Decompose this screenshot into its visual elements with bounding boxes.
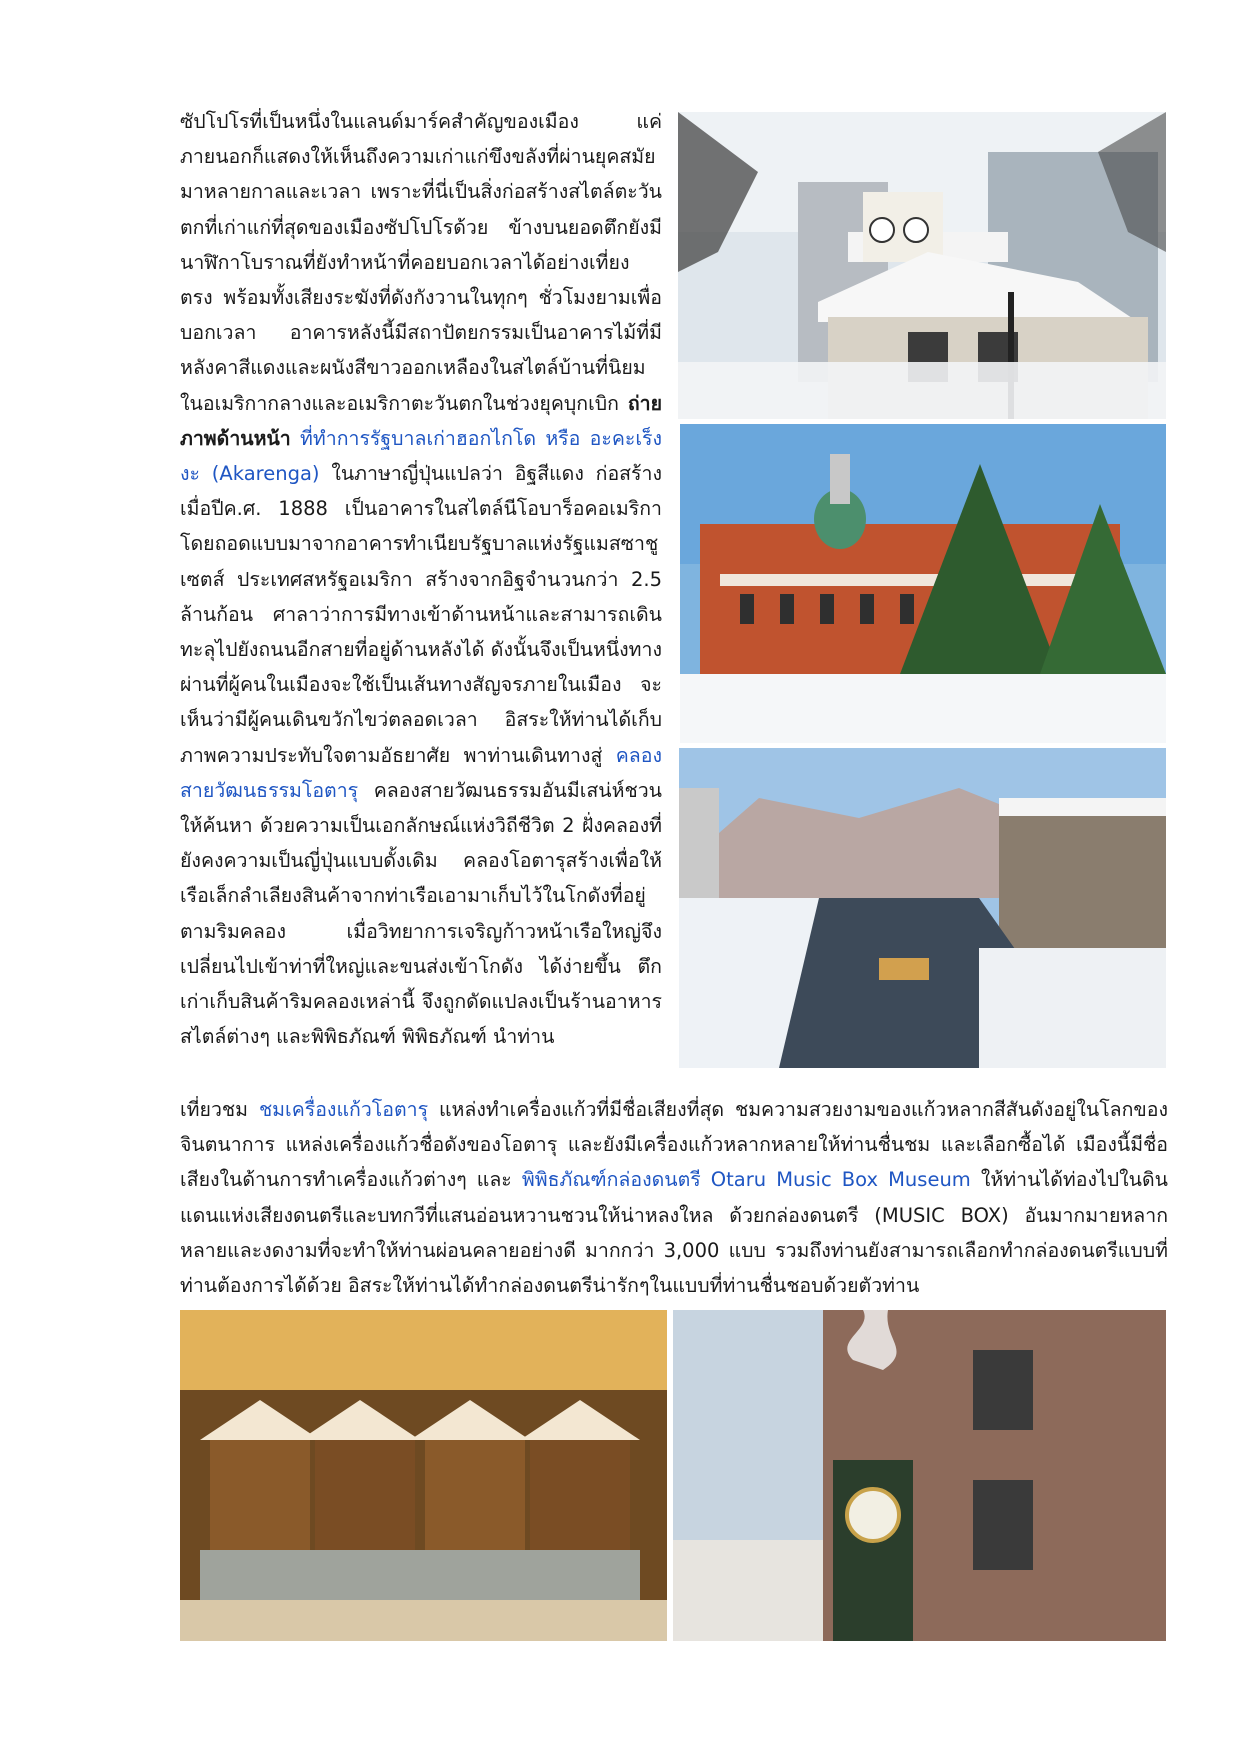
link-music-box-museum[interactable]: พิพิธภัณฑ์กล่องดนตรี Otaru Music Box Museum <box>521 1168 971 1192</box>
link-otaru-glass[interactable]: ชมเครื่องแก้วโอตารุ <box>258 1098 429 1121</box>
text-intro: ซัปโปโรที่เป็นหนึ่งในแลนด์มาร์คสำคัญของเมือง แค่ภายนอกก็แสดงให้เห็นถึงความเก่าแก่ขึงขลังที่ผ่านยุคสมัยมาหลายกาลและเวลา เพราะที่นี่เป็นสิ่งก่อสร้างสไตล์ตะวันตกที่เก่าแก่ที่สุดของเมืองซัปโปโรด้วย ข้างบนยอดตึกยังมีนาฬิกาโบราณที่ยังทำหน้าที่คอยบอกเวลาได้อย่างเที่ยงตรง พร้อมทั้งเสียงระฆังที่ดังกังวานในทุกๆ ชั่วโมงยามเพื่อบอกเวลา อาคารหลังนี้มีสถาปัตยกรรมเป็นอาคารไม้ที่มีหลังคาสีแดงและผนังสีขาวออกเหลืองในสไตล์บ้านที่นิยมในอเมริกากลางและอเมริกาตะวันตกในช่วงยุคบุกเบิก <box>180 110 662 415</box>
steam-clock-photo <box>673 1310 1166 1641</box>
link-otaru-canal[interactable]: คลองสายวัฒนธรรมโอตารุ <box>180 743 662 802</box>
link-akarenga[interactable]: ที่ทำการรัฐบาลเก่าฮอกไกโด หรือ อะคะเร็งงะ (Akarenga) <box>180 426 663 486</box>
text-otaru-canal: คลองสายวัฒนธรรมอันมีเสน่ห์ชวนให้ค้นหา ด้วยความเป็นเอกลักษณ์แห่งวิถีชีวิต 2 ฝั่งคลองที่ยังคงความเป็นญี่ปุ่นแบบดั้งเดิม คลองโอตารุสร้างเพื่อให้เรือเล็กลำเลียงสินค้าจากท่าเรือเอามาเก็บไว้ในโกดังที่อยู่ตามริมคลอง เมื่อวิทยาการเจริญก้าวหน้าเรือใหญ่จึงเปลี่ยนไปเข้าท่าที่ใหญ่และขนส่งเข้าโกดัง ได้ง่ายขึ้น ตึกเก่าเก็บสินค้าริมคลองเหล่านี้ จึงถูกดัดแปลงเป็นร้านอาหารสไตล์ต่างๆ และพิพิธภัณฑ์ พิพิธภัณฑ์ นำท่าน <box>180 778 662 1049</box>
full-paragraph <box>180 1092 1168 1303</box>
text-akarenga: ในภาษาญี่ปุ่นแปลว่า อิฐสีแดง ก่อสร้างเมื่อปีค.ศ. 1888 เป็นอาคารในสไตล์นีโอบาร็อคอเมริกาโดยถอดแบบมาจากอาคารทำเนียบรัฐบาลแห่งรัฐแมสซาชูเซตส์ ประเทศสหรัฐอเมริกา สร้างจากอิฐจำนวนกว่า 2.5 ล้านก้อน ศาลาว่าการมีทางเข้าด้านหน้าและสามารถเดินทะลุไปยังถนนอีกสายที่อยู่ด้านหลังได้ ดังนั้นจึงเป็นหนึ่งทางผ่านที่ผู้คนในเมืองจะใช้เป็นเส้นทางสัญจรภายในเมือง จะเห็นว่ามีผู้คนเดินขวักไขว่ตลอดเวลา อิสระให้ท่านได้เก็บภาพความประทับใจตามอัธยาศัย พาท่านเดินทางสู่ <box>180 462 662 767</box>
column-text <box>180 104 662 1054</box>
clock-tower-photo <box>678 112 1166 419</box>
text-music-box: ให้ท่านได้ท่องไปในดินแดนแห่งเสียงดนตรีและบทกวีที่แสนอ่อนหวานชวนให้น่าหลงใหล ด้วยกล่องดนตรี (MUSIC BOX) อันมากมายหลากหลายและงดงามที่จะทำให้ท่านผ่อนคลายอย่างดี มากกว่า 3,000 แบบ รวมถึงท่านยังสามารถเลือกทำกล่องดนตรีแบบที่ท่านต้องการได้ด้วย อิสระให้ท่านได้ทำกล่องดนตรีน่ารักๆในแบบที่ท่านชื่นชอบด้วยตัวท่าน <box>180 1168 1168 1298</box>
text-visit: เที่ยวชม <box>180 1098 259 1121</box>
music-box-photo <box>180 1310 667 1641</box>
text-glass: แหล่งทำเครื่องแก้วที่มีชื่อเสียงที่สุด ชมความสวยงามของแก้วหลากสีสันดังอยู่ในโลกของจินตนาการ แหล่งเครื่องแก้วชื่อดังของโอตารุ และยังมีเครื่องแก้วหลากหลายให้ท่านชื่นชม และเลือกซื้อได้ เมืองนี้มีชื่อเสียงในด้านการทำเครื่องแก้วต่างๆ และ <box>180 1098 1168 1192</box>
full-width-text <box>180 1092 1168 1303</box>
text-photo-front: ถ่ายภาพด้านหน้า <box>180 391 662 450</box>
akarenga-photo <box>680 424 1166 743</box>
column-paragraph <box>180 104 662 1054</box>
otaru-canal-photo <box>679 748 1166 1068</box>
